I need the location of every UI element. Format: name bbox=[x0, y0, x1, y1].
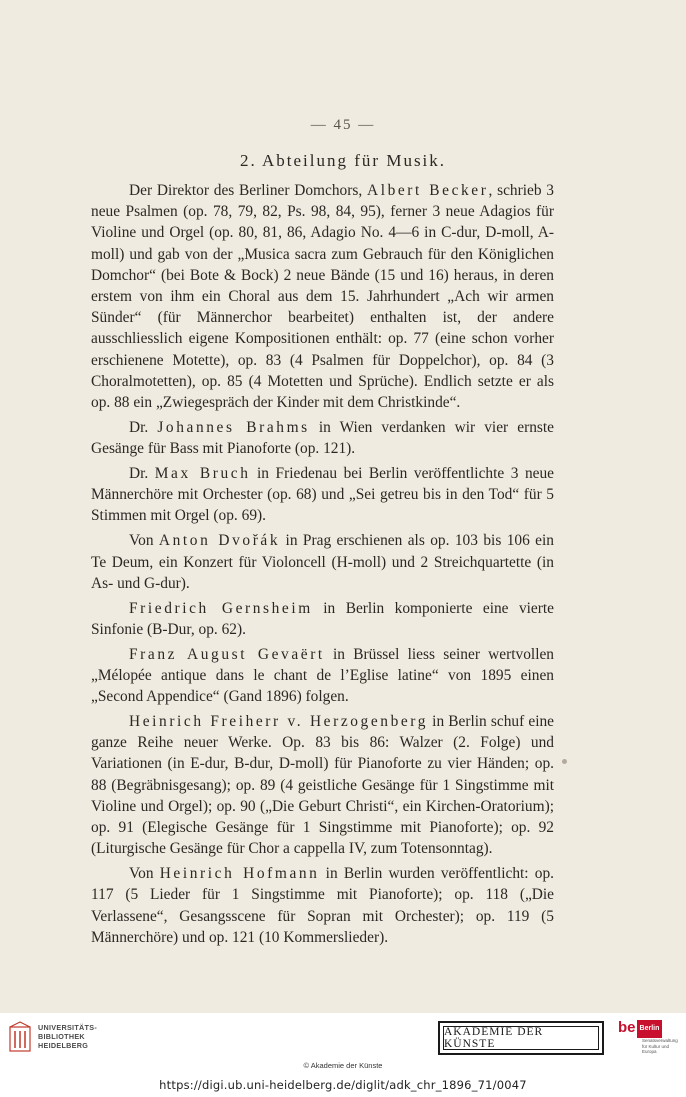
ub-heidelberg-logo[interactable] bbox=[8, 1021, 108, 1057]
body-text bbox=[91, 180, 554, 952]
paragraph bbox=[91, 711, 554, 859]
text-run: Von bbox=[129, 532, 159, 550]
berlin-badge: Berlin bbox=[637, 1020, 663, 1038]
spaced-name: Anton Dvořák bbox=[158, 532, 281, 550]
text-run: Der Direktor des Berliner Domchors, bbox=[129, 182, 367, 199]
text-run: in Brüssel liess seiner wertvollen „Mélopée antique dans le chant de l’Eglise latine“ von 1895 einen „Second Appendice“ (Gand 1896) folgen. bbox=[91, 645, 554, 706]
paragraph bbox=[91, 644, 554, 708]
spaced-name: Albert Becker bbox=[366, 182, 489, 199]
text-run: in Berlin komponierte eine vierte Sinfonie (B-Dur, op. 62). bbox=[91, 599, 554, 638]
text-run: in Berlin schuf eine ganze Reihe neuer Werke. Op. 83 bis 86: Walzer (2. Folge) und Variationen (in E-dur, B-dur, D-moll) für Pianoforte zu vier Händen; op. 88 (Begräbnisgesang); op. 89 (4 geistliche Gesänge für 1 Singstimme mit Violine und Orgel); op. 90 („Die Geburt Christi“, ein Kirchen-Oratorium); op. 91 (Elegische Gesänge für 1 Singstimme mit Pianoforte); op. 92 (Liturgische Gesänge für Chor a cappella IV, zum Totensonntag). bbox=[91, 713, 554, 858]
spaced-name: Max Bruch bbox=[154, 465, 251, 483]
text-run: Dr. bbox=[129, 465, 155, 483]
text-run: in Berlin wurden veröffentlicht: op. 117 (5 Lieder für 1 Singstimme mit Pianoforte); op. 118 („Die Verlassene“, Gesangsscene für Sopran mit Orchester); op. 119 (5 Männerchöre) und op. 121 (10 Kommerslieder). bbox=[91, 865, 555, 946]
paragraph bbox=[91, 463, 554, 527]
text-run: Von bbox=[129, 865, 160, 883]
text-run: Dr. bbox=[129, 418, 158, 436]
page-number: — 45 — bbox=[310, 117, 376, 133]
spaced-name: Heinrich Hofmann bbox=[159, 865, 320, 883]
spaced-name: Friedrich Gernsheim bbox=[129, 599, 313, 617]
copyright-credit: © Akademie der Künste bbox=[303, 1061, 383, 1070]
ink-smudge bbox=[562, 759, 567, 764]
text-run: in Prag erschienen als op. 103 bis 106 ein Te Deum, ein Konzert für Violoncell (H-moll) und 2 Streichquartette (in As- und G-dur). bbox=[91, 532, 554, 592]
adk-logo[interactable] bbox=[438, 1021, 604, 1055]
paragraph bbox=[91, 863, 554, 948]
spaced-name: Franz August Gevaërt bbox=[129, 645, 325, 663]
permalink-url[interactable]: https://digi.ub.uni-heidelberg.de/diglit/adk_chr_1896_71/0047 bbox=[159, 1078, 527, 1092]
paragraph bbox=[91, 530, 554, 594]
section-heading: 2. Abteilung für Musik. bbox=[239, 151, 447, 170]
spaced-name: Heinrich Freiherr v. Herzogenberg bbox=[129, 713, 429, 730]
be-berlin-logo[interactable] bbox=[618, 1020, 678, 1056]
paragraph bbox=[91, 598, 554, 640]
adk-logo-text: AKADEMIE DER KÜNSTE bbox=[443, 1026, 599, 1050]
text-run: in Wien verdanken wir vier ernste Gesänge für Bass mit Pianoforte (op. 121). bbox=[91, 418, 555, 458]
text-run: in Friedenau bei Berlin veröffentlichte 3 neue Männerchöre mit Orchester (op. 68) und „Sei getreu bis in den Tod“ für 5 Stimmen mit Orgel (op. 69). bbox=[91, 465, 554, 525]
spaced-name: Johannes Brahms bbox=[157, 418, 310, 436]
text-run: , schrieb 3 neue Psalmen (op. 78, 79, 82, Ps. 98, 84, 95), ferner 3 neue Adagios für Violine und Orgel (op. 80, 81, 86, Adagio No. 4—6 in C-dur, D-moll, A-moll) und gab von der „Musica sacra zum Gebrauch für den Königlichen Domchor“ (bei Bote & Bock) 2 neue Bände (15 und 16) heraus, in deren erstem von ihm ein Choral aus dem 15. Jahrhundert „Ach wir armen Sünder“ (für Männerchor bearbeitet) enthalten ist, der andere ausschliesslich eigene Kompositionen enthält: op. 77 (eine schon vorher erschienene Motette), op. 83 (4 Psalmen für Doppelchor), op. 84 (3 Choralmotetten), op. 85 (4 Motetten und Sprüche). Endlich setzte er als op. 88 ein „Zwiegespräch der Kinder mit dem Christkinde“. bbox=[91, 182, 555, 412]
paragraph bbox=[91, 417, 554, 459]
paragraph bbox=[91, 180, 554, 413]
ub-logo-icon bbox=[8, 1021, 32, 1053]
ub-logo-text: UNIVERSITÄTS- BIBLIOTHEK HEIDELBERG bbox=[38, 1023, 98, 1050]
be-berlin-logo-subtext: Senatsverwaltung für Kultur und Europa bbox=[642, 1038, 678, 1054]
be-berlin-logo-text: be Berlin bbox=[618, 1020, 678, 1038]
